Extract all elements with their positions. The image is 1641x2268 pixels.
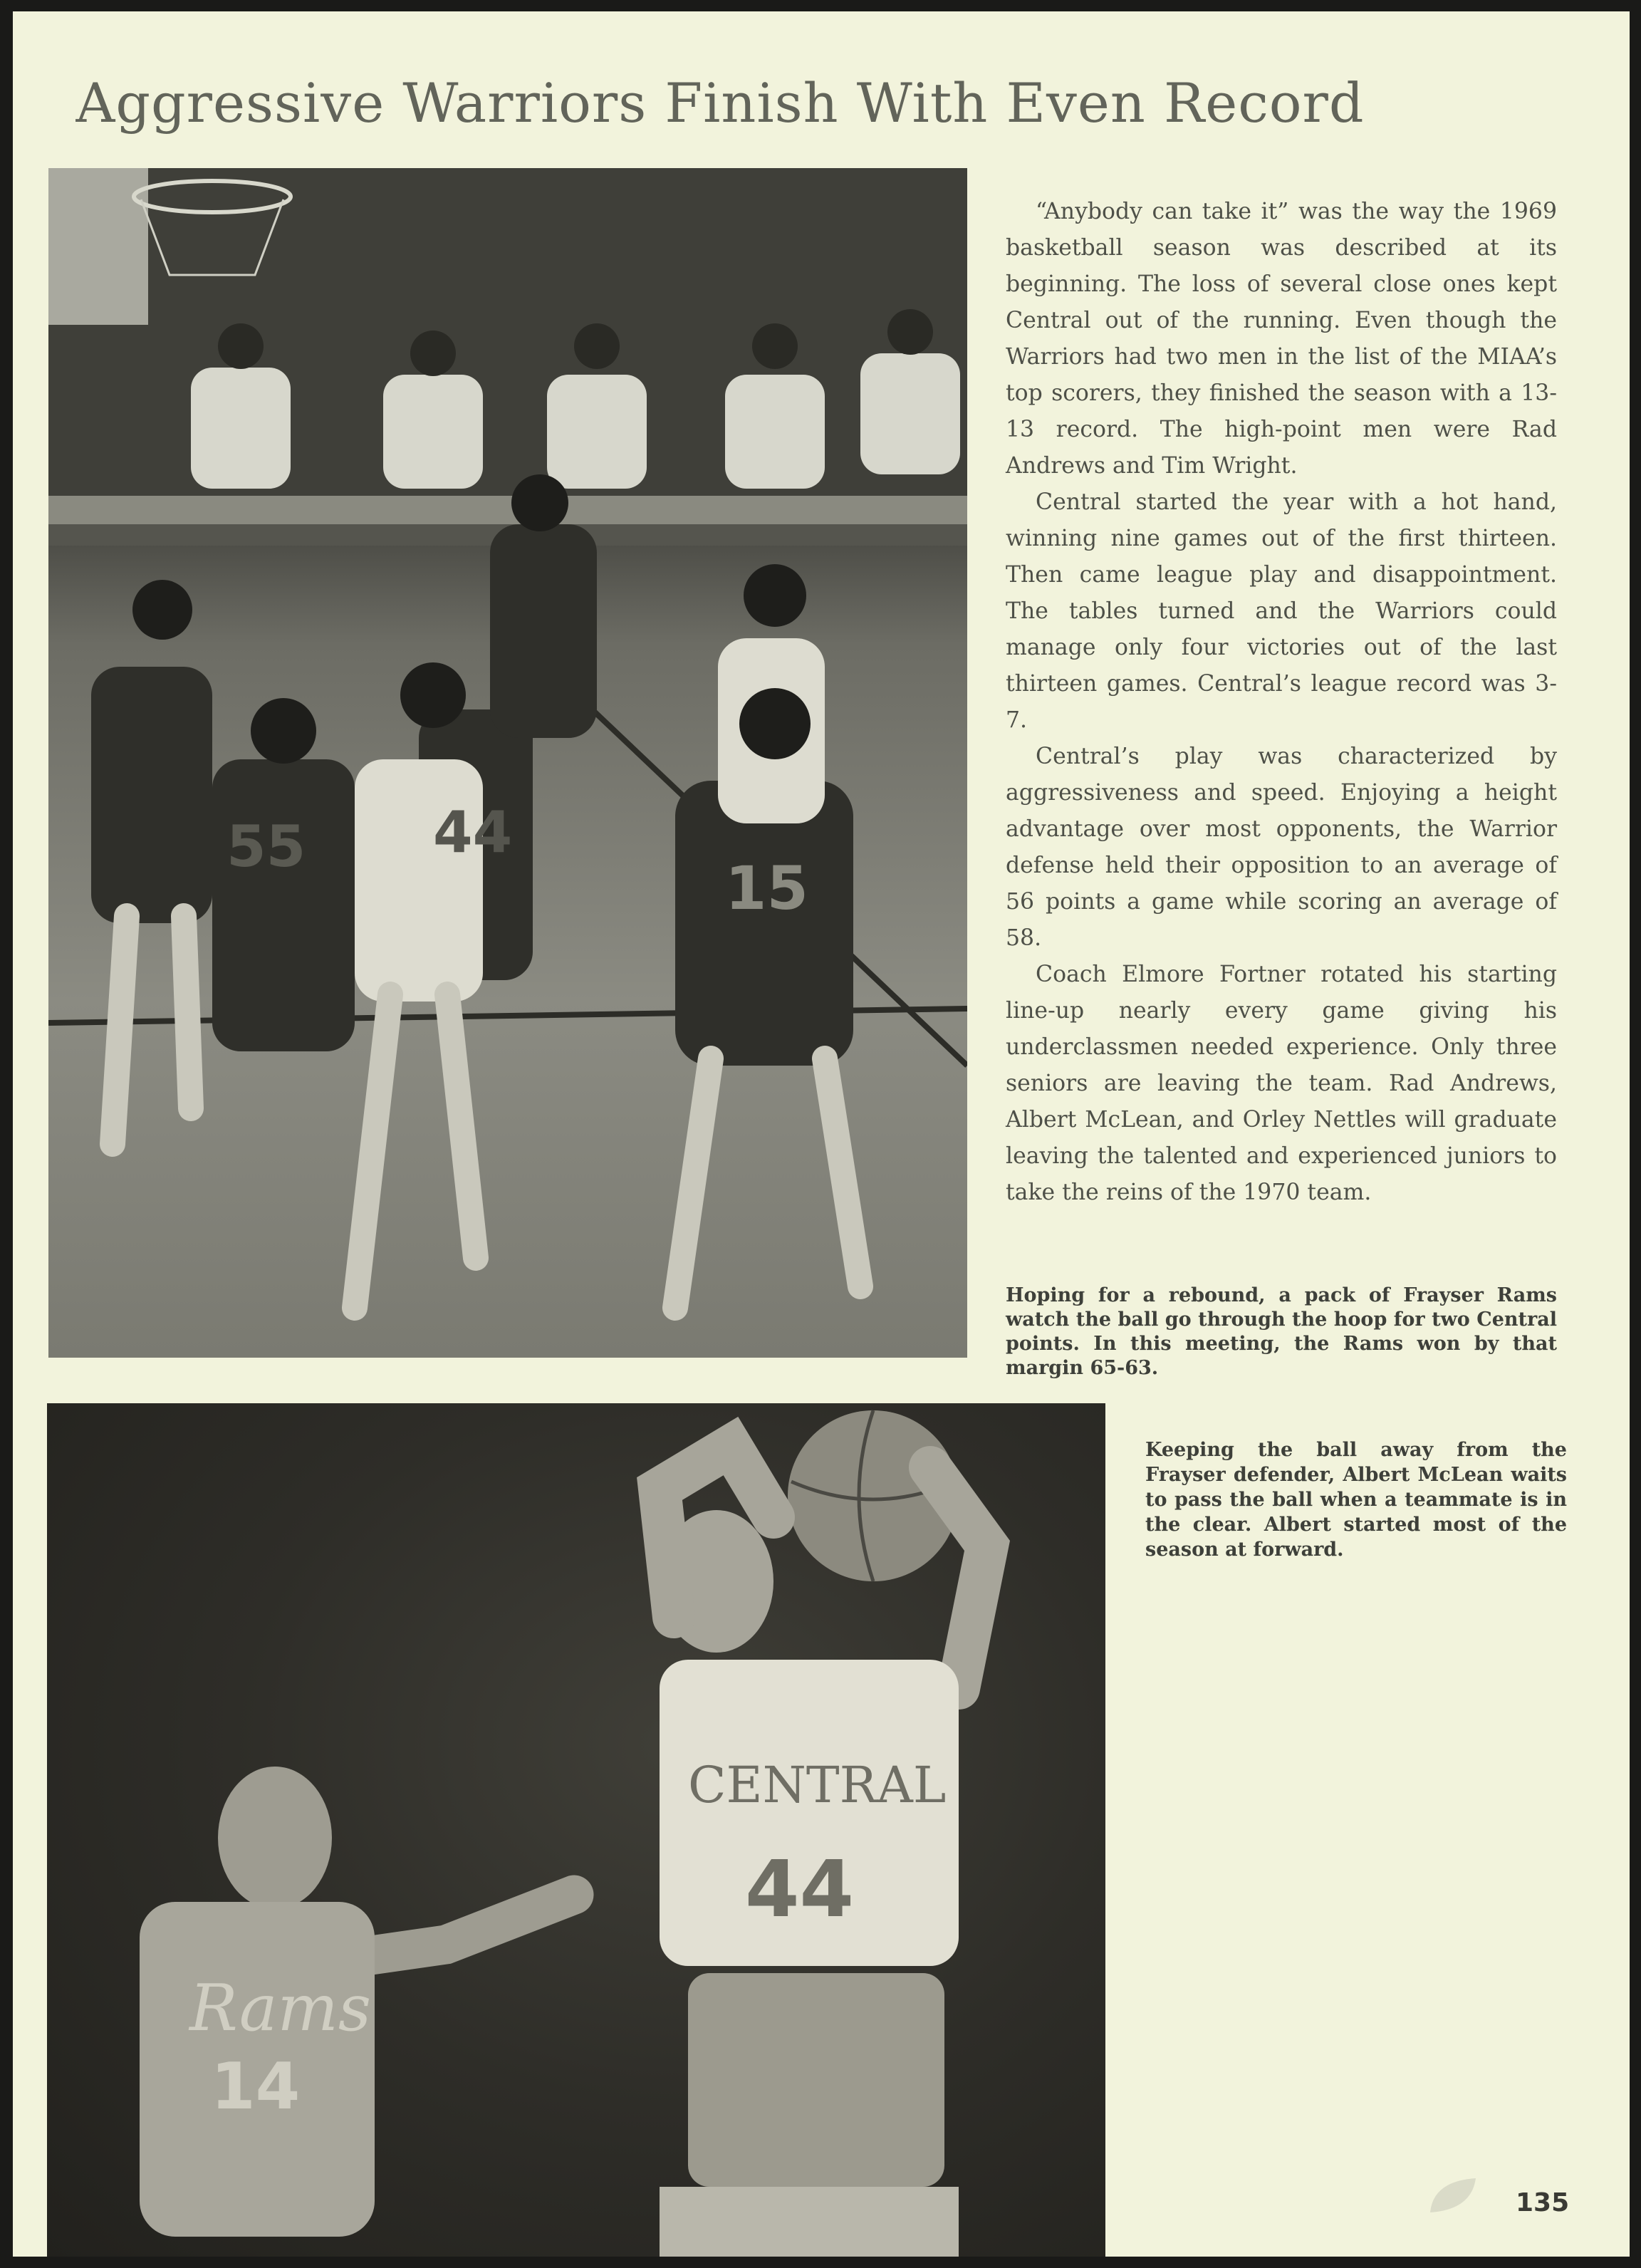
jersey-number-44-bottom: 44: [745, 1843, 855, 1935]
article-body: [1006, 194, 1557, 1211]
jersey-text-rams: Rams: [189, 1971, 372, 2046]
jersey-number-55: 55: [226, 813, 306, 880]
headline: [13, 71, 1630, 135]
article-paragraph: Central started the year with a hot hand, winning nine games out of the first thirteen. Then came league play and disappointment. The tables turned and the Warriors could manage only four victories out of the last thirteen games. Central’s league record was 3-7.: [1006, 489, 1557, 733]
article-paragraph: “Anybody can take it” was the way the 1969 basketball season was described at its beginning. The loss of several close ones kept Central out of the running. Even though the Warriors had two men in the list of the MIAA’s top scorers, they finished the season with a 13-13 record. The high-point men were Rad Andrews and Tim Wright.: [1006, 199, 1557, 479]
jersey-text-central: CENTRAL: [688, 1756, 947, 1814]
leaf-watermark-icon: [1426, 2174, 1480, 2217]
headline-text: Aggressive Warriors Finish With Even Record: [75, 71, 1365, 135]
page-number: 135: [1516, 2188, 1570, 2217]
ball-hold-photo: [47, 1403, 1105, 2257]
article-paragraph: Central’s play was characterized by aggressiveness and speed. Enjoying a height advantage over most opponents, the Warrior defense held their opposition to an average of 56 points a game while scoring an average of 58.: [1006, 744, 1557, 951]
rebound-photo-illustration: [48, 168, 967, 1358]
jersey-number-15: 15: [725, 853, 808, 923]
jersey-number-44: 44: [433, 799, 513, 865]
yearbook-page: [13, 11, 1630, 2257]
article-paragraph: Coach Elmore Fortner rotated his starting line-up nearly every game giving his underclassmen needed experience. Only three seniors are leaving the team. Rad Andrews, Albert McLean, and Orley Nettles will graduate leaving the talented and experienced juniors to take the reins of the 1970 team.: [1006, 962, 1557, 1205]
jersey-number-14: 14: [211, 2049, 301, 2124]
top-photo-caption: Hoping for a rebound, a pack of Frayser Rams watch the ball go through the hoop for two Central points. In this meeting, the Rams won by that margin 65-63.: [1006, 1284, 1557, 1379]
ball-hold-photo-illustration: [47, 1403, 1105, 2257]
bottom-photo-caption: Keeping the ball away from the Frayser defender, Albert McLean waits to pass the ball when a teammate is in the clear. Albert started most of the season at forward.: [1145, 1439, 1567, 1561]
rebound-photo: [48, 168, 967, 1358]
